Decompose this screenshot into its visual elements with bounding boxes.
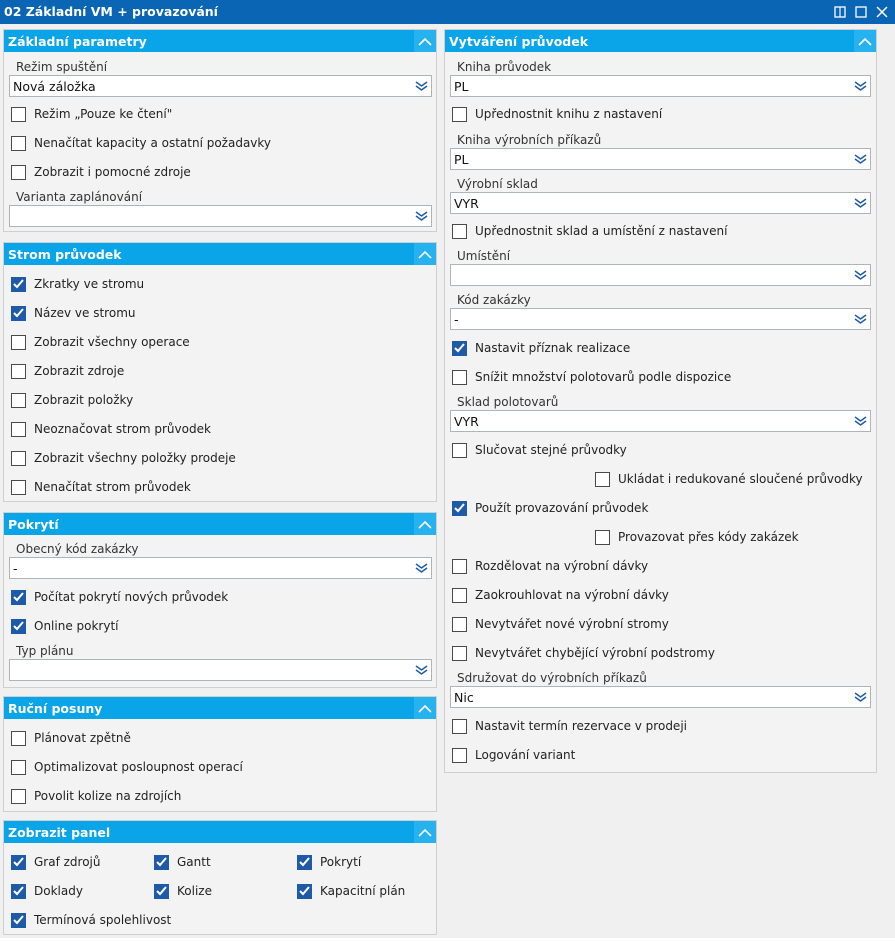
combo-value: - <box>13 561 18 576</box>
checkbox-box[interactable] <box>11 480 26 495</box>
checkbox-box[interactable] <box>11 335 26 350</box>
combo-value: PL <box>454 152 469 167</box>
checkbox-box[interactable] <box>11 393 26 408</box>
checkmark-icon <box>13 308 24 318</box>
checkbox-label: Ukládat i redukované sloučené průvodky <box>618 472 863 486</box>
checkbox-label: Nastavit příznak realizace <box>475 341 631 355</box>
order-code-label: Kód zakázky <box>457 293 531 307</box>
combo-value: Nová záložka <box>13 79 96 94</box>
checkmark-icon <box>454 343 465 353</box>
checkbox-label: Neoznačovat strom průvodek <box>34 422 211 436</box>
checkbox-label: Kolize <box>177 884 212 898</box>
panel-title: Zobrazit panel <box>8 825 111 840</box>
checkbox-label: Doklady <box>34 884 83 898</box>
vertical-scrollbar[interactable] <box>889 24 895 938</box>
panel-title: Ruční posuny <box>8 701 103 716</box>
dropdown-icon[interactable] <box>415 210 428 222</box>
store-label: Výrobní sklad <box>457 177 538 191</box>
panel-title: Vytváření průvodek <box>449 34 589 49</box>
checkmark-icon <box>13 592 24 602</box>
combo-value: VYR <box>454 196 479 211</box>
checkbox-label: Upřednostnit sklad a umístění z nastavení <box>475 224 728 238</box>
checkbox-label: Zobrazit všechny operace <box>34 335 190 349</box>
panel-header[interactable] <box>4 243 436 265</box>
group-label: Sdružovat do výrobních příkazů <box>457 671 647 685</box>
checkmark-icon <box>13 621 24 631</box>
checkbox-box[interactable] <box>11 590 26 605</box>
prod-book-label: Kniha výrobních příkazů <box>457 133 602 147</box>
checkbox-label: Plánovat zpětně <box>34 731 131 745</box>
location-label: Umístění <box>457 249 511 263</box>
checkbox-label: Termínová spolehlivost <box>34 913 172 927</box>
location-combo[interactable] <box>450 264 871 286</box>
panel-header[interactable] <box>4 821 436 843</box>
checkbox-label: Online pokrytí <box>34 619 119 633</box>
panel-coverage <box>3 512 437 688</box>
checkbox-box[interactable] <box>452 501 467 516</box>
checkmark-icon <box>156 857 167 867</box>
checkbox-box[interactable] <box>11 422 26 437</box>
checkbox-box[interactable] <box>452 588 467 603</box>
dropdown-icon[interactable] <box>854 80 867 92</box>
checkbox-box[interactable] <box>11 136 26 151</box>
checkbox-box[interactable] <box>452 617 467 632</box>
checkbox-label: Použít provazování průvodek <box>475 501 649 515</box>
checkbox-box[interactable] <box>11 789 26 804</box>
combo-value: VYR <box>454 414 479 429</box>
link-by-orders-checkbox[interactable] <box>595 527 799 547</box>
checkbox-box[interactable] <box>11 277 26 292</box>
split-batches-checkbox[interactable] <box>452 556 648 576</box>
checkbox-box[interactable] <box>11 913 26 928</box>
option-checkbox[interactable] <box>11 419 211 439</box>
checkmark-icon <box>299 857 310 867</box>
collapse-chevron-icon[interactable] <box>414 243 436 265</box>
merge-checkbox[interactable] <box>452 440 627 460</box>
checkbox-label: Zkratky ve stromu <box>34 277 145 291</box>
checkmark-icon <box>13 279 24 289</box>
option-checkbox[interactable] <box>297 852 361 872</box>
option-checkbox[interactable] <box>11 477 191 497</box>
checkbox-label: Snížit množství polotovarů podle dispozice <box>475 370 732 384</box>
checkbox-label: Povolit kolize na zdrojích <box>34 789 182 803</box>
checkmark-icon <box>156 886 167 896</box>
book-combo[interactable] <box>450 75 871 97</box>
use-linking-checkbox[interactable] <box>452 498 648 518</box>
dropdown-icon[interactable] <box>415 562 428 574</box>
checkmark-icon <box>13 857 24 867</box>
collapse-chevron-icon[interactable] <box>414 821 436 843</box>
plan-type-combo[interactable] <box>9 659 432 681</box>
option-checkbox[interactable] <box>11 910 171 930</box>
checkbox-box[interactable] <box>11 855 26 870</box>
collapse-chevron-icon[interactable] <box>854 30 876 52</box>
store-combo[interactable] <box>450 192 871 214</box>
panel-title: Pokrytí <box>8 517 59 532</box>
option-checkbox[interactable] <box>154 852 211 872</box>
checkbox-label: Gantt <box>177 855 211 869</box>
checkbox-label: Zobrazit i pomocné zdroje <box>34 165 191 179</box>
dropdown-icon[interactable] <box>854 415 867 427</box>
checkmark-icon <box>454 503 465 513</box>
no-new-trees-checkbox[interactable] <box>452 614 669 634</box>
checkbox-box[interactable] <box>297 855 312 870</box>
close-icon[interactable] <box>874 4 890 20</box>
checkbox-label: Nenačítat kapacity a ostatní požadavky <box>34 136 272 150</box>
checkbox-box[interactable] <box>452 224 467 239</box>
checkbox-label: Nastavit termín rezervace v prodeji <box>475 719 687 733</box>
keep-reduced-checkbox[interactable] <box>595 469 863 489</box>
mode-label: Režim spuštění <box>16 60 108 74</box>
panel-show-panels <box>3 820 437 935</box>
checkbox-box[interactable] <box>11 306 26 321</box>
option-checkbox[interactable] <box>11 852 101 872</box>
checkbox-label: Nevytvářet chybějící výrobní podstromy <box>475 646 715 660</box>
checkmark-icon <box>13 886 24 896</box>
readonly-checkbox[interactable] <box>11 104 172 124</box>
variant-combo[interactable] <box>9 205 432 227</box>
coverage-online-checkbox[interactable] <box>11 616 119 636</box>
window-titlebar <box>0 0 895 24</box>
prod-book-combo[interactable] <box>450 148 871 170</box>
option-checkbox[interactable] <box>11 274 144 294</box>
variant-label: Varianta zaplánování <box>16 190 143 204</box>
option-checkbox[interactable] <box>11 757 243 777</box>
checkbox-label: Zobrazit zdroje <box>34 364 125 378</box>
log-variants-checkbox[interactable] <box>452 745 575 765</box>
checkbox-label: Kapacitní plán <box>320 884 406 898</box>
panel-header[interactable] <box>445 30 876 52</box>
dropdown-icon[interactable] <box>854 153 867 165</box>
order-code-combo[interactable] <box>450 308 871 330</box>
checkbox-label: Režim „Pouze ke čtení" <box>34 107 173 121</box>
reduce-semis-checkbox[interactable] <box>452 367 731 387</box>
checkbox-label: Slučovat stejné průvodky <box>475 443 627 457</box>
option-checkbox[interactable] <box>11 786 181 806</box>
checkbox-box[interactable] <box>452 443 467 458</box>
no-subtrees-checkbox[interactable] <box>452 643 715 663</box>
checkbox-box[interactable] <box>11 619 26 634</box>
maximize-icon[interactable] <box>853 4 869 20</box>
panel-tree <box>3 242 437 502</box>
option-checkbox[interactable] <box>11 361 124 381</box>
panel-title: Základní parametry <box>8 34 147 49</box>
option-checkbox[interactable] <box>297 881 405 901</box>
dropdown-icon[interactable] <box>854 197 867 209</box>
checkbox-box[interactable] <box>11 364 26 379</box>
option-checkbox[interactable] <box>11 390 133 410</box>
dropdown-icon[interactable] <box>415 664 428 676</box>
prefer-book-checkbox[interactable] <box>452 104 662 124</box>
order-code-combo[interactable] <box>9 557 432 579</box>
option-checkbox[interactable] <box>11 728 131 748</box>
checkbox-label: Graf zdrojů <box>34 855 101 869</box>
checkbox-box[interactable] <box>11 731 26 746</box>
checkmark-icon <box>13 915 24 925</box>
panel-header[interactable] <box>4 697 436 719</box>
checkbox-label: Zobrazit položky <box>34 393 134 407</box>
group-combo[interactable] <box>450 686 871 708</box>
panel-title: Strom průvodek <box>8 247 122 262</box>
dropdown-icon[interactable] <box>854 269 867 281</box>
checkbox-box[interactable] <box>297 884 312 899</box>
option-checkbox[interactable] <box>154 881 212 901</box>
collapse-chevron-icon[interactable] <box>414 513 436 535</box>
checkbox-box[interactable] <box>11 760 26 775</box>
dropdown-icon[interactable] <box>854 691 867 703</box>
panel-header[interactable] <box>4 513 436 535</box>
combo-value: Nic <box>454 690 474 705</box>
checkbox-box[interactable] <box>452 107 467 122</box>
checkbox-label: Logování variant <box>475 748 576 762</box>
checkbox-box[interactable] <box>452 341 467 356</box>
collapse-chevron-icon[interactable] <box>414 697 436 719</box>
checkbox-box[interactable] <box>452 719 467 734</box>
noload-capacities-checkbox[interactable] <box>11 133 271 153</box>
panel-manual-shifts <box>3 696 437 812</box>
option-checkbox[interactable] <box>11 881 83 901</box>
aux-resources-checkbox[interactable] <box>11 162 191 182</box>
checkbox-box[interactable] <box>452 748 467 763</box>
checkbox-box[interactable] <box>452 559 467 574</box>
order-code-label: Obecný kód zakázky <box>16 542 139 556</box>
semi-store-label: Sklad polotovarů <box>457 395 559 409</box>
book-label: Kniha průvodek <box>457 60 552 74</box>
prefer-store-checkbox[interactable] <box>452 221 727 241</box>
checkbox-box[interactable] <box>595 530 610 545</box>
restore-icon[interactable] <box>832 4 848 20</box>
checkbox-box[interactable] <box>154 884 169 899</box>
checkbox-box[interactable] <box>452 646 467 661</box>
checkbox-label: Zobrazit všechny položky prodeje <box>34 451 236 465</box>
checkbox-box[interactable] <box>154 855 169 870</box>
round-batches-checkbox[interactable] <box>452 585 669 605</box>
option-checkbox[interactable] <box>11 448 236 468</box>
checkbox-label: Název ve stromu <box>34 306 136 320</box>
dropdown-icon[interactable] <box>415 80 428 92</box>
checkbox-box[interactable] <box>11 451 26 466</box>
checkbox-label: Provazovat přes kódy zakázek <box>618 530 799 544</box>
option-checkbox[interactable] <box>11 332 190 352</box>
checkbox-label: Pokrytí <box>320 855 362 869</box>
panel-header[interactable] <box>4 30 436 52</box>
plan-type-label: Typ plánu <box>16 644 74 658</box>
reservation-date-checkbox[interactable] <box>452 716 687 736</box>
window-title: 02 Základní VM + provazování <box>4 4 218 19</box>
checkbox-label: Nevytvářet nové výrobní stromy <box>475 617 669 631</box>
checkbox-label: Nenačítat strom průvodek <box>34 480 191 494</box>
checkbox-label: Počítat pokrytí nových průvodek <box>34 590 229 604</box>
checkbox-box[interactable] <box>11 884 26 899</box>
checkbox-label: Upřednostnit knihu z nastavení <box>475 107 663 121</box>
checkbox-box[interactable] <box>595 472 610 487</box>
realization-flag-checkbox[interactable] <box>452 338 630 358</box>
option-checkbox[interactable] <box>11 303 136 323</box>
checkmark-icon <box>299 886 310 896</box>
panel-creation <box>444 29 877 773</box>
checkbox-box[interactable] <box>11 107 26 122</box>
checkbox-label: Optimalizovat posloupnost operací <box>34 760 243 774</box>
dropdown-icon[interactable] <box>854 313 867 325</box>
mode-combo[interactable] <box>9 75 432 97</box>
checkbox-label: Rozdělovat na výrobní dávky <box>475 559 649 573</box>
checkbox-box[interactable] <box>452 370 467 385</box>
combo-value: PL <box>454 79 469 94</box>
collapse-chevron-icon[interactable] <box>414 30 436 52</box>
checkbox-box[interactable] <box>11 165 26 180</box>
semi-store-combo[interactable] <box>450 410 871 432</box>
panel-basic-parameters <box>3 29 437 232</box>
coverage-new-checkbox[interactable] <box>11 587 228 607</box>
combo-value: - <box>454 312 459 327</box>
checkbox-label: Zaokrouhlovat na výrobní dávky <box>475 588 669 602</box>
